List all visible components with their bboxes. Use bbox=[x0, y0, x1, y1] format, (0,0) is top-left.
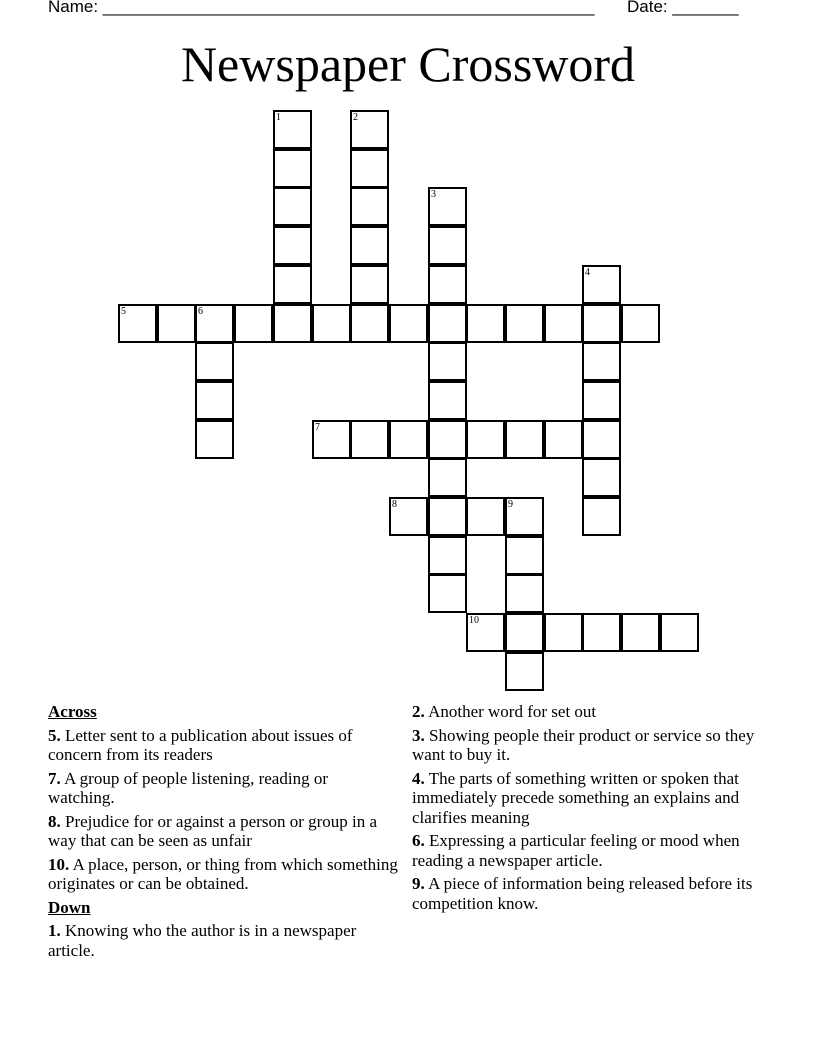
crossword-cell[interactable] bbox=[428, 536, 467, 575]
crossword-cell[interactable] bbox=[505, 420, 544, 459]
clue-number: 6 bbox=[198, 306, 203, 317]
crossword-cell[interactable] bbox=[621, 304, 660, 343]
down-heading: Down bbox=[48, 897, 91, 917]
clue-number: 4 bbox=[585, 267, 590, 278]
date-field[interactable]: Date: _______ bbox=[627, 0, 739, 16]
crossword-cell[interactable] bbox=[582, 381, 621, 420]
crossword-cell[interactable] bbox=[466, 613, 505, 652]
crossword-cell[interactable] bbox=[389, 304, 428, 343]
crossword-cell[interactable] bbox=[544, 420, 583, 459]
across-heading: Across bbox=[48, 702, 97, 721]
page-title: Newspaper Crossword bbox=[180, 36, 636, 92]
crossword-cell[interactable] bbox=[621, 613, 660, 652]
crossword-cell[interactable] bbox=[234, 304, 273, 343]
crossword-cell[interactable] bbox=[428, 342, 467, 381]
clue-number: 9 bbox=[508, 499, 513, 510]
crossword-cell[interactable] bbox=[505, 304, 544, 343]
clue-down-3: 3. Showing people their product or service so they want to buy it. bbox=[412, 725, 755, 764]
crossword-cell[interactable] bbox=[350, 149, 389, 188]
clue-across-5: 5. Letter sent to a publication about issues of concern from its readers bbox=[48, 725, 353, 764]
crossword-cell[interactable] bbox=[428, 265, 467, 304]
crossword-cell[interactable] bbox=[544, 304, 583, 343]
name-field[interactable]: Name: ____________________________________________________ bbox=[48, 0, 595, 16]
clues-right-column bbox=[412, 702, 772, 917]
crossword-cell[interactable] bbox=[428, 187, 467, 226]
crossword-cell[interactable] bbox=[505, 536, 544, 575]
crossword-cell[interactable] bbox=[660, 613, 699, 652]
crossword-cell[interactable] bbox=[544, 613, 583, 652]
crossword-cell[interactable] bbox=[195, 381, 234, 420]
crossword-cell[interactable] bbox=[582, 420, 621, 459]
crossword-cell[interactable] bbox=[582, 458, 621, 497]
crossword-cell[interactable] bbox=[273, 265, 312, 304]
clue-number: 5 bbox=[121, 306, 126, 317]
crossword-cell[interactable] bbox=[428, 458, 467, 497]
crossword-cell[interactable] bbox=[273, 149, 312, 188]
crossword-cell[interactable] bbox=[505, 652, 544, 691]
clue-number: 1 bbox=[276, 112, 281, 123]
clue-down-2: 2. Another word for set out bbox=[412, 702, 597, 721]
crossword-cell[interactable] bbox=[466, 304, 505, 343]
clue-number: 7 bbox=[315, 422, 320, 433]
clue-down-9: 9. A piece of information being released before its competition know. bbox=[412, 874, 753, 913]
clue-down-6: 6. Expressing a particular feeling or mood when reading a newspaper article. bbox=[412, 831, 740, 870]
clue-number: 8 bbox=[392, 499, 397, 510]
crossword-cell[interactable] bbox=[389, 497, 428, 536]
crossword-cell[interactable] bbox=[505, 497, 544, 536]
crossword-cell[interactable] bbox=[466, 497, 505, 536]
crossword-cell[interactable] bbox=[505, 613, 544, 652]
crossword-cell[interactable] bbox=[273, 110, 312, 149]
crossword-cell[interactable] bbox=[350, 420, 389, 459]
crossword-cell[interactable] bbox=[195, 420, 234, 459]
clue-down-1: 1. Knowing who the author is in a newspaper article. bbox=[48, 921, 357, 960]
crossword-cell[interactable] bbox=[157, 304, 196, 343]
crossword-cell[interactable] bbox=[582, 613, 621, 652]
crossword-cell[interactable] bbox=[195, 304, 234, 343]
clues-left-column bbox=[48, 702, 398, 964]
crossword-cell[interactable] bbox=[350, 226, 389, 265]
clue-across-10: 10. A place, person, or thing from which something originates or can be obtained. bbox=[48, 854, 398, 893]
crossword-cell[interactable] bbox=[312, 304, 351, 343]
crossword-cell[interactable] bbox=[312, 420, 351, 459]
crossword-cell[interactable] bbox=[273, 187, 312, 226]
crossword-cell[interactable] bbox=[505, 574, 544, 613]
crossword-cell[interactable] bbox=[273, 304, 312, 343]
crossword-cell[interactable] bbox=[389, 420, 428, 459]
crossword-cell[interactable] bbox=[582, 265, 621, 304]
clue-number: 2 bbox=[353, 112, 358, 123]
crossword-cell[interactable] bbox=[350, 304, 389, 343]
crossword-cell[interactable] bbox=[273, 226, 312, 265]
clue-across-8: 8. Prejudice for or against a person or group in a way that can be seen as unfair bbox=[48, 811, 378, 850]
crossword-cell[interactable] bbox=[195, 342, 234, 381]
crossword-cell[interactable] bbox=[350, 110, 389, 149]
crossword-cell[interactable] bbox=[428, 574, 467, 613]
crossword-cell[interactable] bbox=[428, 420, 467, 459]
crossword-cell[interactable] bbox=[428, 497, 467, 536]
crossword-cell[interactable] bbox=[466, 420, 505, 459]
clue-number: 3 bbox=[431, 189, 436, 200]
crossword-cell[interactable] bbox=[582, 304, 621, 343]
crossword-cell[interactable] bbox=[350, 265, 389, 304]
crossword-cell[interactable] bbox=[428, 226, 467, 265]
clue-number: 10 bbox=[469, 615, 479, 626]
crossword-cell[interactable] bbox=[428, 381, 467, 420]
crossword-cell[interactable] bbox=[118, 304, 157, 343]
clue-across-7: 7. A group of people listening, reading or watching. bbox=[48, 768, 328, 807]
clue-down-4: 4. The parts of something written or spoken that immediately precede something an explains and clarifies meaning bbox=[412, 768, 740, 827]
crossword-cell[interactable] bbox=[582, 497, 621, 536]
crossword-cell[interactable] bbox=[428, 304, 467, 343]
crossword-cell[interactable] bbox=[350, 187, 389, 226]
crossword-cell[interactable] bbox=[582, 342, 621, 381]
